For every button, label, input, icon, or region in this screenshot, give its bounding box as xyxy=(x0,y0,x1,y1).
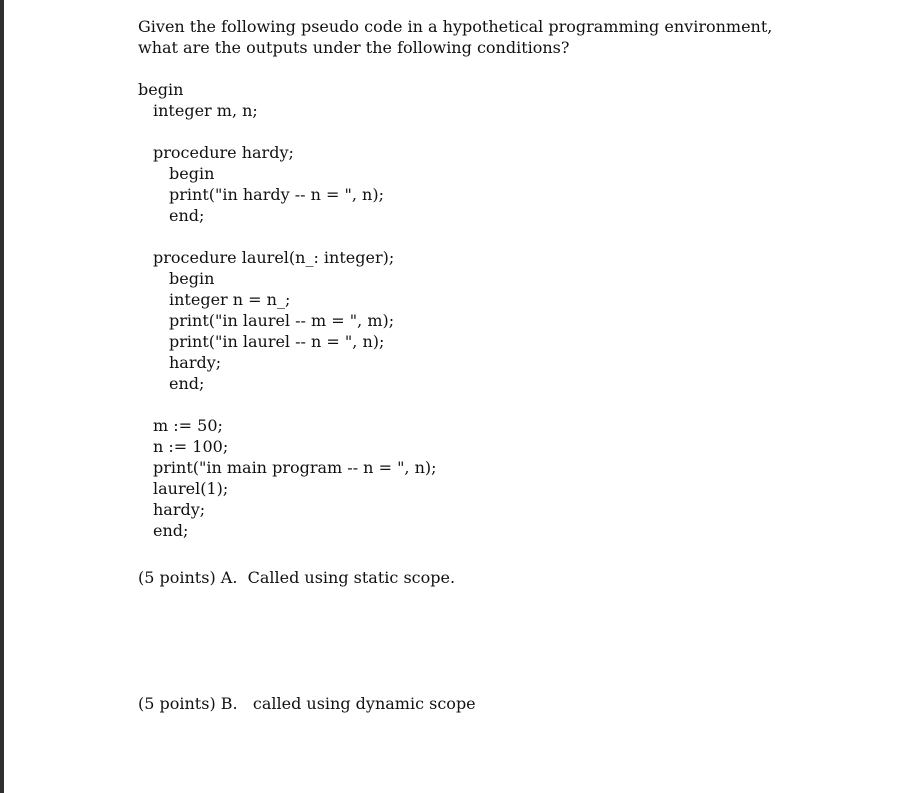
code-line: begin xyxy=(138,80,184,99)
question-text: Given the following pseudo code in a hypothetical programming environment, what are the outputs under the following conditions? xyxy=(138,17,773,57)
code-line: begin xyxy=(169,269,215,288)
code-line: end; xyxy=(153,521,189,540)
code-line: begin xyxy=(169,164,215,183)
code-gap xyxy=(138,121,838,142)
code-line: print("in hardy -- n = ", n); xyxy=(169,185,384,204)
code-line: hardy; xyxy=(153,500,206,519)
document-page xyxy=(138,16,838,541)
code-line: n := 100; xyxy=(153,437,229,456)
code-line: integer n = n_; xyxy=(169,290,291,309)
code-line: print("in laurel -- n = ", n); xyxy=(169,332,385,351)
code-gap xyxy=(138,226,838,247)
code-line: end; xyxy=(169,374,205,393)
code-line: end; xyxy=(169,206,205,225)
code-line: procedure laurel(n_: integer); xyxy=(153,248,395,267)
pseudo-code-block xyxy=(138,79,838,541)
part-b-dynamic-scope: (5 points) B. called using dynamic scope xyxy=(138,694,476,713)
code-line: print("in laurel -- m = ", m); xyxy=(169,311,395,330)
code-gap xyxy=(138,394,838,415)
code-line: m := 50; xyxy=(153,416,223,435)
code-line: procedure hardy; xyxy=(153,143,294,162)
code-line: print("in main program -- n = ", n); xyxy=(153,458,437,477)
part-a-static-scope: (5 points) A. Called using static scope. xyxy=(138,568,456,587)
code-line: integer m, n; xyxy=(153,101,258,120)
left-border xyxy=(0,0,4,793)
code-line: hardy; xyxy=(169,353,222,372)
code-line: laurel(1); xyxy=(153,479,229,498)
